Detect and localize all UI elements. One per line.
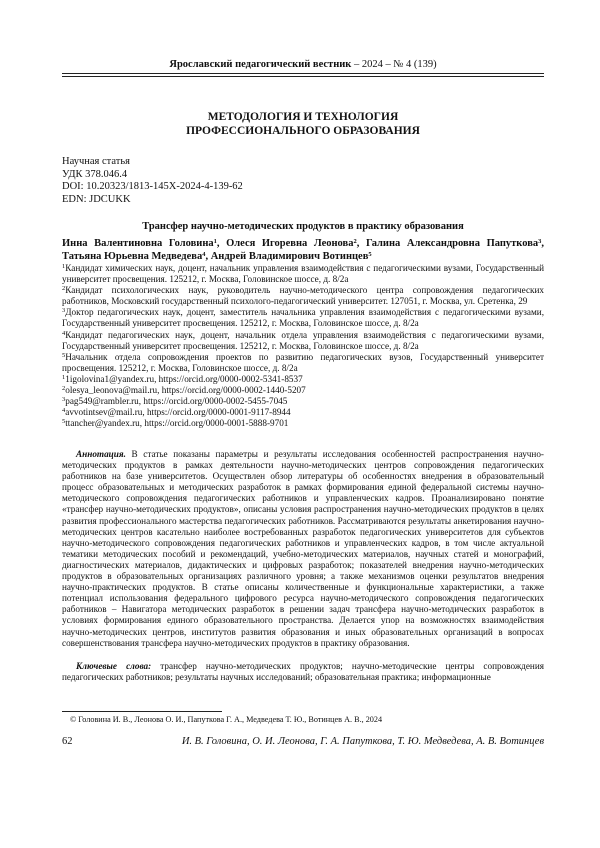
contact-sup: 2 bbox=[62, 385, 66, 393]
affiliation bbox=[62, 285, 544, 307]
header-rule-bottom bbox=[62, 76, 544, 77]
author-sup: 3 bbox=[538, 238, 542, 245]
author-name: Галина Александровна Папуткова bbox=[365, 238, 539, 249]
author-separator: , bbox=[356, 238, 366, 249]
contact-text: olesya_leonova@mail.ru, https://orcid.org/0000-0002-1440-5207 bbox=[65, 385, 306, 396]
author-separator: , bbox=[216, 238, 227, 249]
abstract-text: В статье показаны параметры и результаты исследования особенностей распространения научно-методических продуктов в рамках деятельности научно-методических центров сопровождения педагогических работников на базе университетов. Осуществлен обзор литературы об особенностях внедрения в образовательный процесс образовательных и методических разработок в рамках формирования единой федеральной системы научно-методического сопровождения педагогических работников и управленческих кадров. Проанализировано понятие «трансфер научно-методических продуктов», описаны условия распространения научно-методических продуктов в целях развития профессионального мастерства педагогических работников. Рассматриваются результаты анкетирования научно-методических центров касательно наиболее востребованных разработок педагогических университетов для субъектов научно-методического сопровождения педагогических работников и управленческих кадров, в том числе актуальной тематики методических пособий и рекомендаций, учебно-методических материалов, научных статей и монографий, диагностических материалов, дидактических и цифровых разработок; показателей внедрения научно-методических продуктов в образовательных организациях различного уровня; а также механизмов оценки результатов внедрения научно-практических продуктов. В статье описаны количественные и функциональные характеристики, а также потенциал использования федерального цифрового ресурса научно-методического сопровождения педагогических работников – Навигатора методических разработок в решении задач трансфера научно-методических разработок в условиях формирования единого образовательного пространства. Делается упор на возможностях взаимодействия научно-методических центров, институтов развития образования и иных образовательных организаций в вопросах совершенствования трансфера научно-методических продуктов в практику образования. bbox=[62, 449, 544, 648]
article-meta bbox=[62, 156, 243, 206]
affiliation bbox=[62, 352, 544, 374]
journal-issue: – 2024 – № 4 (139) bbox=[351, 59, 437, 70]
header-rule-top bbox=[62, 73, 544, 74]
affiliations bbox=[62, 263, 544, 429]
author-sup: 4 bbox=[202, 250, 206, 258]
contact-text: avvotintsev@mail.ru, https://orcid.org/0000-0001-9117-8944 bbox=[65, 407, 291, 418]
contact-sup: 1 bbox=[62, 373, 66, 381]
footnote-rule bbox=[62, 711, 222, 712]
author-sup: 5 bbox=[368, 250, 372, 258]
author-name: Олеся Игоревна Леонова bbox=[226, 238, 354, 249]
abstract-label: Аннотация. bbox=[76, 449, 126, 459]
affiliation-sup: 4 bbox=[62, 329, 66, 337]
author-sup: 2 bbox=[353, 238, 357, 245]
affiliation-text: Кандидат химических наук, доцент, начальник управления взаимодействия с педагогическими вузами, Государственный университет просвещения. 125212, г. Москва, Головинское шоссе, д. 8/2а bbox=[62, 263, 544, 285]
author-separator: , bbox=[541, 238, 545, 249]
author-separator: , bbox=[205, 250, 211, 262]
article-title: Трансфер научно-методических продуктов в практику образования bbox=[142, 221, 464, 232]
section-title-line: ПРОФЕССИОНАЛЬНОГО ОБРАЗОВАНИЯ bbox=[186, 125, 420, 137]
contact bbox=[62, 374, 544, 385]
author-name: Инна Валентиновна Головина bbox=[62, 238, 214, 249]
journal-header bbox=[62, 58, 544, 71]
section-title bbox=[62, 110, 544, 138]
contact bbox=[62, 407, 544, 418]
contact-sup: 5 bbox=[62, 418, 66, 426]
author-name: Татьяна Юрьевна Медведева bbox=[62, 250, 203, 262]
article-type: Научная статья bbox=[62, 156, 130, 167]
affiliation bbox=[62, 307, 544, 329]
journal-name: Ярославский педагогический вестник bbox=[169, 59, 352, 70]
affiliation-text: Кандидат психологических наук, руководитель научно-методического центра сопровождения педагогических работников, Московский государственный психолого-педагогический университет. 127051, г. Москва, ул. Сретенка, 29 bbox=[62, 285, 544, 307]
author-list bbox=[62, 238, 544, 263]
affiliation bbox=[62, 263, 544, 285]
abstract bbox=[62, 449, 544, 649]
contact-text: pag549@rambler.ru, https://orcid.org/0000-0002-5455-7045 bbox=[65, 396, 288, 407]
affiliation-sup: 3 bbox=[62, 307, 66, 315]
edn: EDN: JDCUKK bbox=[62, 193, 131, 205]
affiliation-sup: 2 bbox=[62, 285, 66, 293]
affiliation bbox=[62, 330, 544, 352]
footer-authors: И. В. Головина, О. И. Леонова, Г. А. Папуткова, Т. Ю. Медведева, А. В. Вотинцев bbox=[181, 736, 544, 747]
contact bbox=[62, 385, 544, 396]
contact bbox=[62, 396, 544, 407]
author-sup: 1 bbox=[213, 238, 217, 245]
affiliation-text: Начальник отдела сопровождения проектов по развитию педагогических вузов, Государственный университет просвещения. 125212, г. Москва, Головинское шоссе, д. 8/2а bbox=[62, 351, 544, 373]
contact-sup: 4 bbox=[62, 407, 66, 415]
udk-code: УДК 378.046.4 bbox=[62, 168, 128, 180]
contact bbox=[62, 418, 544, 429]
contact-text: ttancher@yandex.ru, https://orcid.org/0000-0001-5888-9701 bbox=[65, 418, 289, 429]
keywords-text: трансфер научно-методических продуктов; научно-методические центры сопровождения педагогических работников; результаты научных исследований; образовательная практика; информационные bbox=[62, 661, 544, 683]
doi: DOI: 10.20323/1813-145X-2024-4-139-62 bbox=[62, 181, 243, 192]
keywords-label: Ключевые слова: bbox=[76, 661, 152, 671]
page-number: 62 bbox=[62, 736, 73, 747]
affiliation-text: Доктор педагогических наук, доцент, заместитель начальника управления взаимодействия с педагогическими вузами, Государственный университет просвещения. 125212, г. Москва, Головинское шоссе, д. 8/2а bbox=[62, 307, 544, 329]
keywords bbox=[62, 661, 544, 683]
contact-sup: 3 bbox=[62, 396, 66, 404]
copyright-footnote: © Головина И. В., Леонова О. И., Папуткова Г. А., Медведева Т. Ю., Вотинцев А. В., 2024 bbox=[70, 715, 383, 724]
contact-text: 1igolovina1@yandex.ru, https://orcid.org/0000-0002-5341-8537 bbox=[65, 373, 303, 384]
section-title-line: МЕТОДОЛОГИЯ И ТЕХНОЛОГИЯ bbox=[207, 111, 399, 123]
affiliation-text: Кандидат педагогических наук, доцент, начальник отдела управления взаимодействия с педагогическими вузами, Государственный университет просвещения. 125212, г. Москва, Головинское шоссе, д. 8/2а bbox=[62, 329, 544, 351]
affiliation-sup: 5 bbox=[62, 351, 66, 359]
affiliation-sup: 1 bbox=[62, 263, 66, 270]
author-name: Андрей Владимирович Вотинцев bbox=[210, 250, 369, 262]
